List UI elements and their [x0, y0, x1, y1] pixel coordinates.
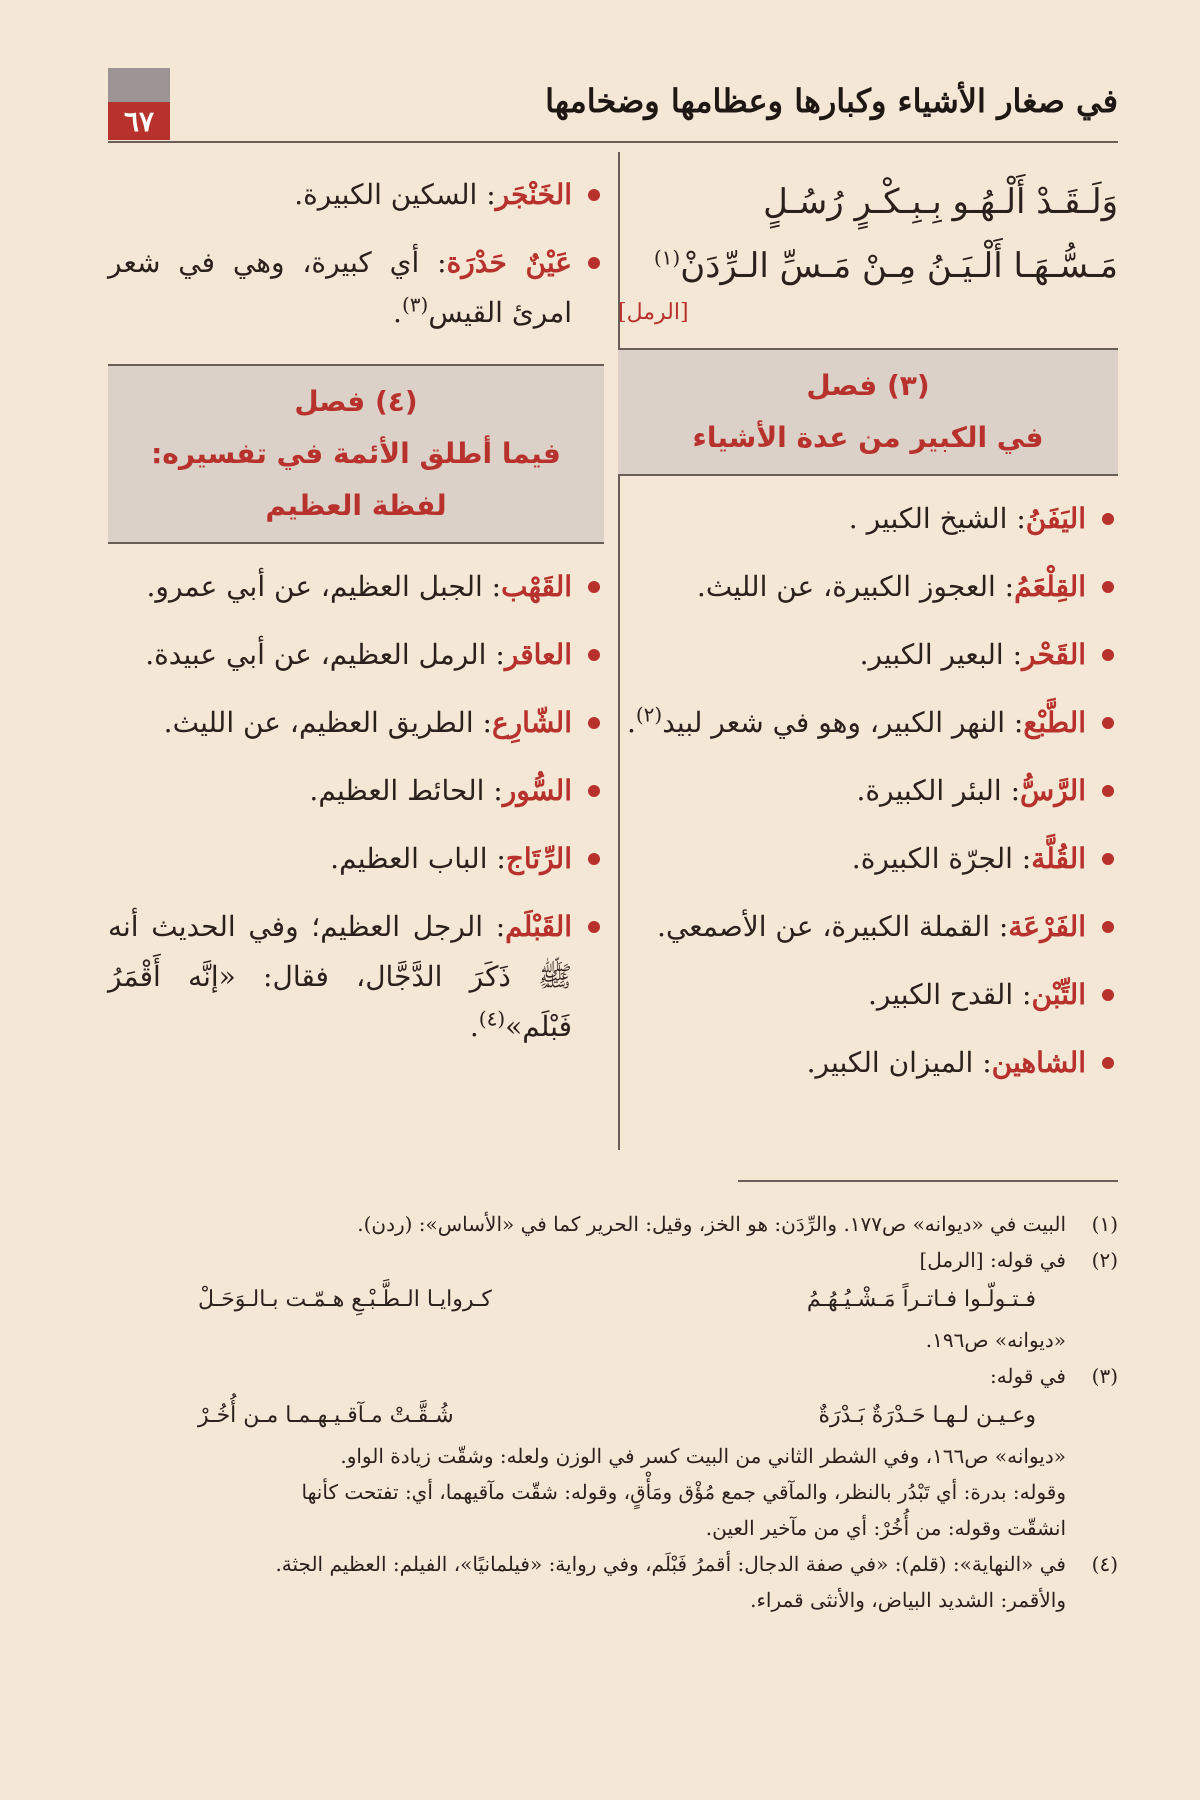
running-header: في صغار الأشياء وكبارها وعظامها وضخامها [545, 82, 1118, 120]
entry-definition: : العجوز الكبيرة، عن الليث. [696, 570, 1015, 603]
entry-term: القَهْب [501, 570, 572, 603]
footnotes [108, 1206, 1118, 1618]
footnote-1 [108, 1206, 1118, 1242]
section-4-entries [108, 562, 604, 1052]
verse-footnote-ref[interactable]: (١) [653, 245, 681, 270]
bullet-icon [1102, 785, 1114, 797]
entry-term: الخَنْجَر [495, 178, 572, 211]
entry [108, 766, 604, 816]
footnote-number: (٣) [1091, 1364, 1118, 1388]
entry-tail: . [393, 296, 402, 329]
entry-definition: : القدح الكبير. [867, 978, 1032, 1011]
footnote-2 [108, 1242, 1118, 1358]
left-column [108, 170, 604, 1070]
entry-term: القُلَّة [1031, 842, 1086, 875]
footnote-ref[interactable]: (٤) [478, 1006, 506, 1031]
entry-definition: : الرمل العظيم، عن أبي عبيدة. [145, 638, 505, 671]
entry-definition: : الجرّة الكبيرة. [851, 842, 1032, 875]
bullet-icon [1102, 921, 1114, 933]
entry [108, 630, 604, 680]
footnote-3 [108, 1358, 1118, 1546]
entry [618, 494, 1118, 544]
meter-label: [الرمل] [618, 300, 689, 325]
section-3-title: (٣) فصل [806, 369, 930, 402]
entry-term: الرَّسُّ [1020, 774, 1086, 807]
entry [618, 562, 1118, 612]
verse-line-1: وَلَـقَـدْ أَلْـهُـو بِـبِـكْـرٍ رُسُـلٍ [763, 182, 1118, 222]
footnote-text: في قوله: [الرمل] [919, 1248, 1066, 1272]
bullet-icon [588, 189, 600, 201]
bullet-icon [588, 649, 600, 661]
footnote-number: (١) [1091, 1212, 1118, 1236]
entry [618, 698, 1118, 748]
section-4-title: (٤) فصل [294, 385, 418, 418]
bullet-icon [588, 717, 600, 729]
section-3-subtitle: في الكبير من عدة الأشياء [692, 421, 1044, 454]
section-3-box [618, 348, 1118, 476]
page-number-tab [108, 68, 170, 102]
entry-term: التِّبْن [1031, 978, 1086, 1011]
bullet-icon [1102, 649, 1114, 661]
entry-definition: : الحائط العظيم. [309, 774, 503, 807]
section-4-subtitle-1: فيما أطلق الأئمة في تفسيره: [151, 437, 561, 470]
footnote-text: انشقّت وقوله: من أُخُرْ: أي من مآخير العين. [705, 1516, 1066, 1540]
header-rule [108, 141, 1118, 143]
verse-line-2 [618, 234, 1118, 298]
entry-term: القِلْعَمُ [1014, 570, 1086, 603]
section-4-subtitle-2: لفظة العظيم [265, 489, 447, 522]
entry-definition: : القملة الكبيرة، عن الأصمعي. [657, 910, 1009, 943]
entry [108, 170, 604, 220]
bullet-icon [588, 853, 600, 865]
section-4-box [108, 364, 604, 544]
entry-term: القَبْلَم [505, 910, 572, 943]
entry-term: اليَفَنُ [1025, 502, 1086, 535]
bullet-icon [588, 921, 600, 933]
entry-definition: : الشيخ الكبير . [848, 502, 1026, 535]
entry-term: عَيْنٌ حَدْرَة [446, 246, 573, 279]
bullet-icon [1102, 581, 1114, 593]
footnote-number: (٤) [1091, 1552, 1118, 1576]
section-3-entries [618, 494, 1118, 1088]
bullet-icon [1102, 989, 1114, 1001]
footnote-text: «ديوانه» ص١٩٦. [925, 1328, 1066, 1352]
entry-tail: . [469, 1010, 479, 1043]
entry [618, 1038, 1118, 1088]
entry [108, 238, 604, 338]
entry-term: الرِّتَاج [505, 842, 572, 875]
bullet-icon [588, 257, 600, 269]
entry-definition: : السكين الكبيرة. [294, 178, 496, 211]
entry [618, 902, 1118, 952]
entry-definition: : الرجل العظيم؛ وفي الحديث أنه ﷺ ذَكَرَ الدَّجَّال، فقال: «إنَّه أَقْمَرُ فَبْلَم» [108, 910, 572, 1043]
bullet-icon [588, 581, 600, 593]
verse-hemistich-2: كـروايـا الـطَّـبْـعِ هـمّـت بـالـوَحَـلْ [198, 1287, 492, 1312]
entry-tail: . [626, 706, 636, 739]
footnote-ref[interactable]: (٢) [635, 702, 663, 727]
footnote-text: البيت في «ديوانه» ص١٧٧. والرِّدَن: هو الخز، وقيل: الحرير كما في «الأساس»: (ردن). [357, 1212, 1066, 1236]
footnote-text: في «النهاية»: (قلم): «في صفة الدجال: أقمرُ فَبْلَم، وفي رواية: «فيلمانيًا»، الفيلم: العظيم الجثة. [275, 1552, 1066, 1576]
footnote-verse [108, 1394, 1066, 1438]
footnote-rule [738, 1180, 1118, 1182]
entry [618, 834, 1118, 884]
bullet-icon [588, 785, 600, 797]
entry-definition: : النهر الكبير، وهو في شعر لبيد [662, 706, 1024, 739]
entry-term: الشاهين [991, 1046, 1086, 1079]
footnote-text: والأقمر: الشديد البياض، والأنثى قمراء. [750, 1588, 1066, 1612]
entry [618, 766, 1118, 816]
entry [108, 698, 604, 748]
bullet-icon [1102, 853, 1114, 865]
entry-term: الطَّبْع [1023, 706, 1086, 739]
entry-term: القَحْر [1022, 638, 1086, 671]
entry-term: الشّارِع [491, 706, 572, 739]
verse-hemistich-1: وعـيـن لـهـا حَـدْرَةٌ بَـدْرَةٌ [818, 1403, 1036, 1428]
entry [618, 970, 1118, 1020]
footnote-text: وقوله: بدرة: أي تَبْدُر بالنظر، والمآقي جمع مُؤْق ومَأْقٍ، وقوله: شقّت مآقيهما، أي: تفتحت كأنها [301, 1480, 1066, 1504]
entry-term: العاقر [504, 638, 572, 671]
entry-definition: : الطريق العظيم، عن الليث. [163, 706, 492, 739]
entry-term: الفَرْعَة [1008, 910, 1086, 943]
entry-definition: : الميزان الكبير. [806, 1046, 992, 1079]
page-number: ٦٧ [108, 102, 170, 140]
verse-hemistich-1: فـتـولّـوا فـاتـراً مَـشْـيُـهُـمُ [806, 1287, 1036, 1312]
footnote-text: «ديوانه» ص١٦٦، وفي الشطر الثاني من البيت كسر في الوزن ولعله: وشقّت زيادة الواو. [340, 1444, 1066, 1468]
bullet-icon [1102, 717, 1114, 729]
footnote-verse [108, 1278, 1066, 1322]
entry-definition: : الباب العظيم. [330, 842, 506, 875]
footnote-4 [108, 1546, 1118, 1618]
entry-definition: : الجبل العظيم، عن أبي عمرو. [146, 570, 502, 603]
footnote-number: (٢) [1091, 1248, 1118, 1272]
entry [108, 834, 604, 884]
entry-definition: : البعير الكبير. [859, 638, 1022, 671]
entry-term: السُّور [502, 774, 572, 807]
entry [108, 902, 604, 1052]
footnote-text: في قوله: [989, 1364, 1066, 1388]
entry [108, 562, 604, 612]
entry-definition: : أي كبيرة، وهي في شعر امرئ القيس [108, 246, 572, 329]
bullet-icon [1102, 513, 1114, 525]
right-column [618, 170, 1118, 1106]
verse-hemistich-2: شُـقَّـتْ مـآقـيـهـمـا مـن أُخُـرْ [198, 1403, 454, 1428]
entry-definition: : البئر الكبيرة. [856, 774, 1021, 807]
verse-line-2-text: مَـسُّـهَـا أَلْـيَـنُ مِـنْ مَـسِّ الـرِّدَنْ [680, 246, 1118, 286]
bullet-icon [1102, 1057, 1114, 1069]
footnote-ref[interactable]: (٣) [401, 292, 429, 317]
entry [618, 630, 1118, 680]
